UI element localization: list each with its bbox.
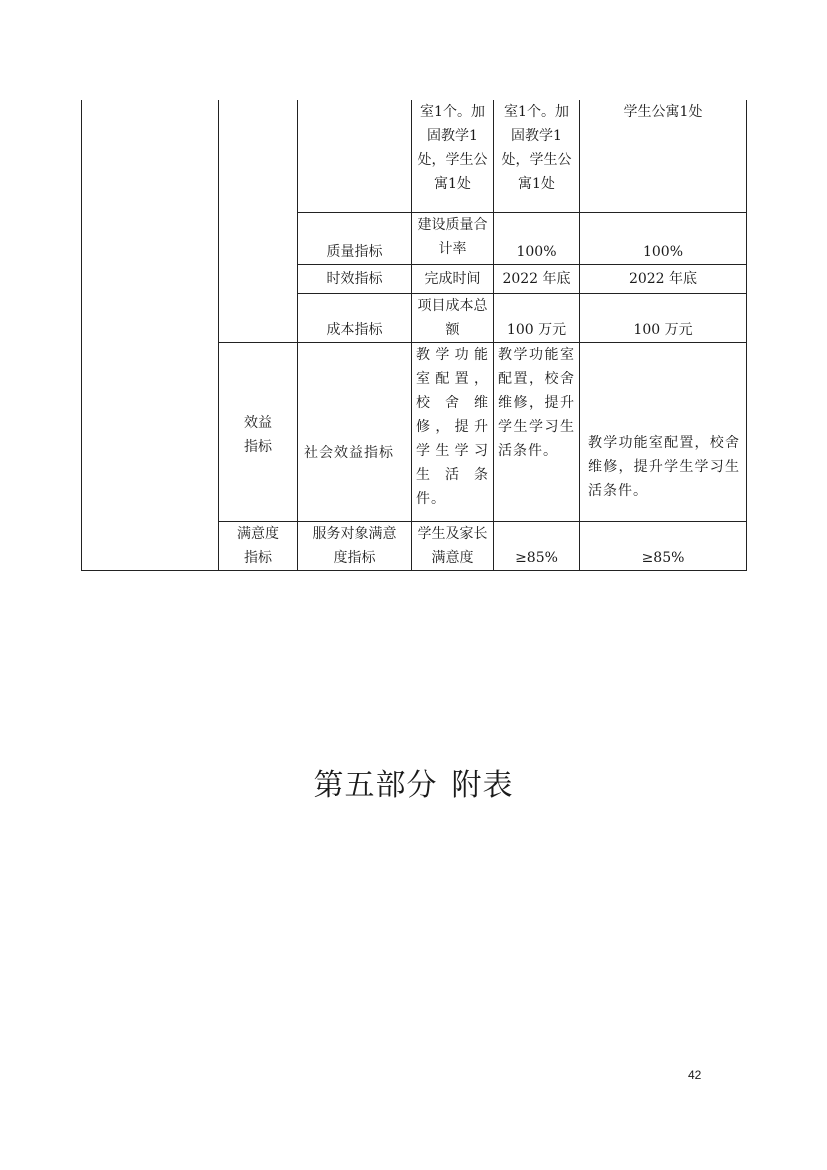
quantity-actual-cell	[494, 100, 580, 212]
timeliness-category-label: 时效指标	[326, 270, 383, 287]
timeliness-item-cell	[412, 264, 494, 293]
benefit-result-cell	[580, 342, 747, 521]
benefit-level1-label: 效益指标	[244, 414, 272, 455]
quantity-actual-text: 室1个。加固教学1处，学生公寓1处	[501, 104, 572, 192]
timeliness-actual-value: 2022 年底	[628, 270, 698, 287]
cost-item-cell	[412, 293, 494, 342]
benefit-actual-text: 教学功能室配置，校舍维修，提升学生学习生活条件。	[498, 346, 575, 459]
performance-indicator-table	[81, 100, 747, 571]
page-number: 42	[688, 1068, 702, 1082]
benefit-category-cell	[298, 342, 412, 521]
satisfaction-category-cell	[298, 521, 412, 570]
quality-plan-cell	[494, 212, 580, 264]
section-title-part: 第五部分	[313, 768, 438, 803]
cost-plan-value: 100 万元	[506, 321, 567, 338]
cost-plan-cell	[494, 293, 580, 342]
timeliness-plan-cell	[494, 264, 580, 293]
quantity-result-cell	[580, 100, 747, 212]
satisfaction-plan-cell	[494, 521, 580, 570]
timeliness-category-cell	[298, 264, 412, 293]
project-name-cell	[82, 100, 219, 570]
satisfaction-item-cell	[412, 521, 494, 570]
quantity-category-cell	[298, 100, 412, 212]
quality-actual-cell	[580, 212, 747, 264]
satisfaction-level1-label: 满意度指标	[237, 525, 279, 566]
satisfaction-actual-cell	[580, 521, 747, 570]
timeliness-plan-value: 2022 年底	[502, 270, 571, 287]
quantity-plan-text: 室1个。加固教学1处，学生公寓1处	[417, 104, 488, 192]
satisfaction-category-label: 服务对象满意度指标	[312, 525, 397, 566]
section-title	[0, 760, 827, 804]
quality-plan-value: 100%	[516, 243, 557, 260]
benefit-plan-text: 教学功能室配置，校舍维修，提升学生学习生活条件。	[416, 346, 489, 507]
benefit-actual-cell	[494, 342, 580, 521]
benefit-plan-cell	[412, 342, 494, 521]
quality-actual-value: 100%	[642, 243, 684, 260]
quality-item-text: 建设质量合计率	[417, 216, 488, 257]
timeliness-actual-cell	[580, 264, 747, 293]
satisfaction-actual-value: ≥85%	[641, 549, 685, 566]
cost-item-text: 项目成本总额	[417, 297, 488, 338]
satisfaction-plan-value: ≥85%	[515, 549, 558, 566]
quantity-plan-cell	[412, 100, 494, 212]
section-title-appendix: 附表	[451, 768, 514, 803]
cost-category-cell	[298, 293, 412, 342]
benefit-result-text: 教学功能室配置，校舍维修，提升学生学习生活条件。	[588, 434, 740, 499]
satisfaction-item-text: 学生及家长满意度	[417, 525, 488, 566]
cost-actual-value: 100 万元	[633, 321, 693, 338]
quality-item-cell	[412, 212, 494, 264]
quality-category-label: 质量指标	[326, 243, 383, 260]
cost-actual-cell	[580, 293, 747, 342]
timeliness-item-text: 完成时间	[424, 270, 481, 287]
quality-category-cell	[298, 212, 412, 264]
cost-category-label: 成本指标	[326, 321, 383, 338]
benefit-level1-cell	[219, 342, 298, 521]
satisfaction-level1-cell	[219, 521, 298, 570]
output-indicator-cell	[219, 100, 298, 342]
benefit-category-label: 社会效益指标	[304, 444, 394, 461]
quantity-result-text: 学生公寓1处	[623, 104, 703, 120]
